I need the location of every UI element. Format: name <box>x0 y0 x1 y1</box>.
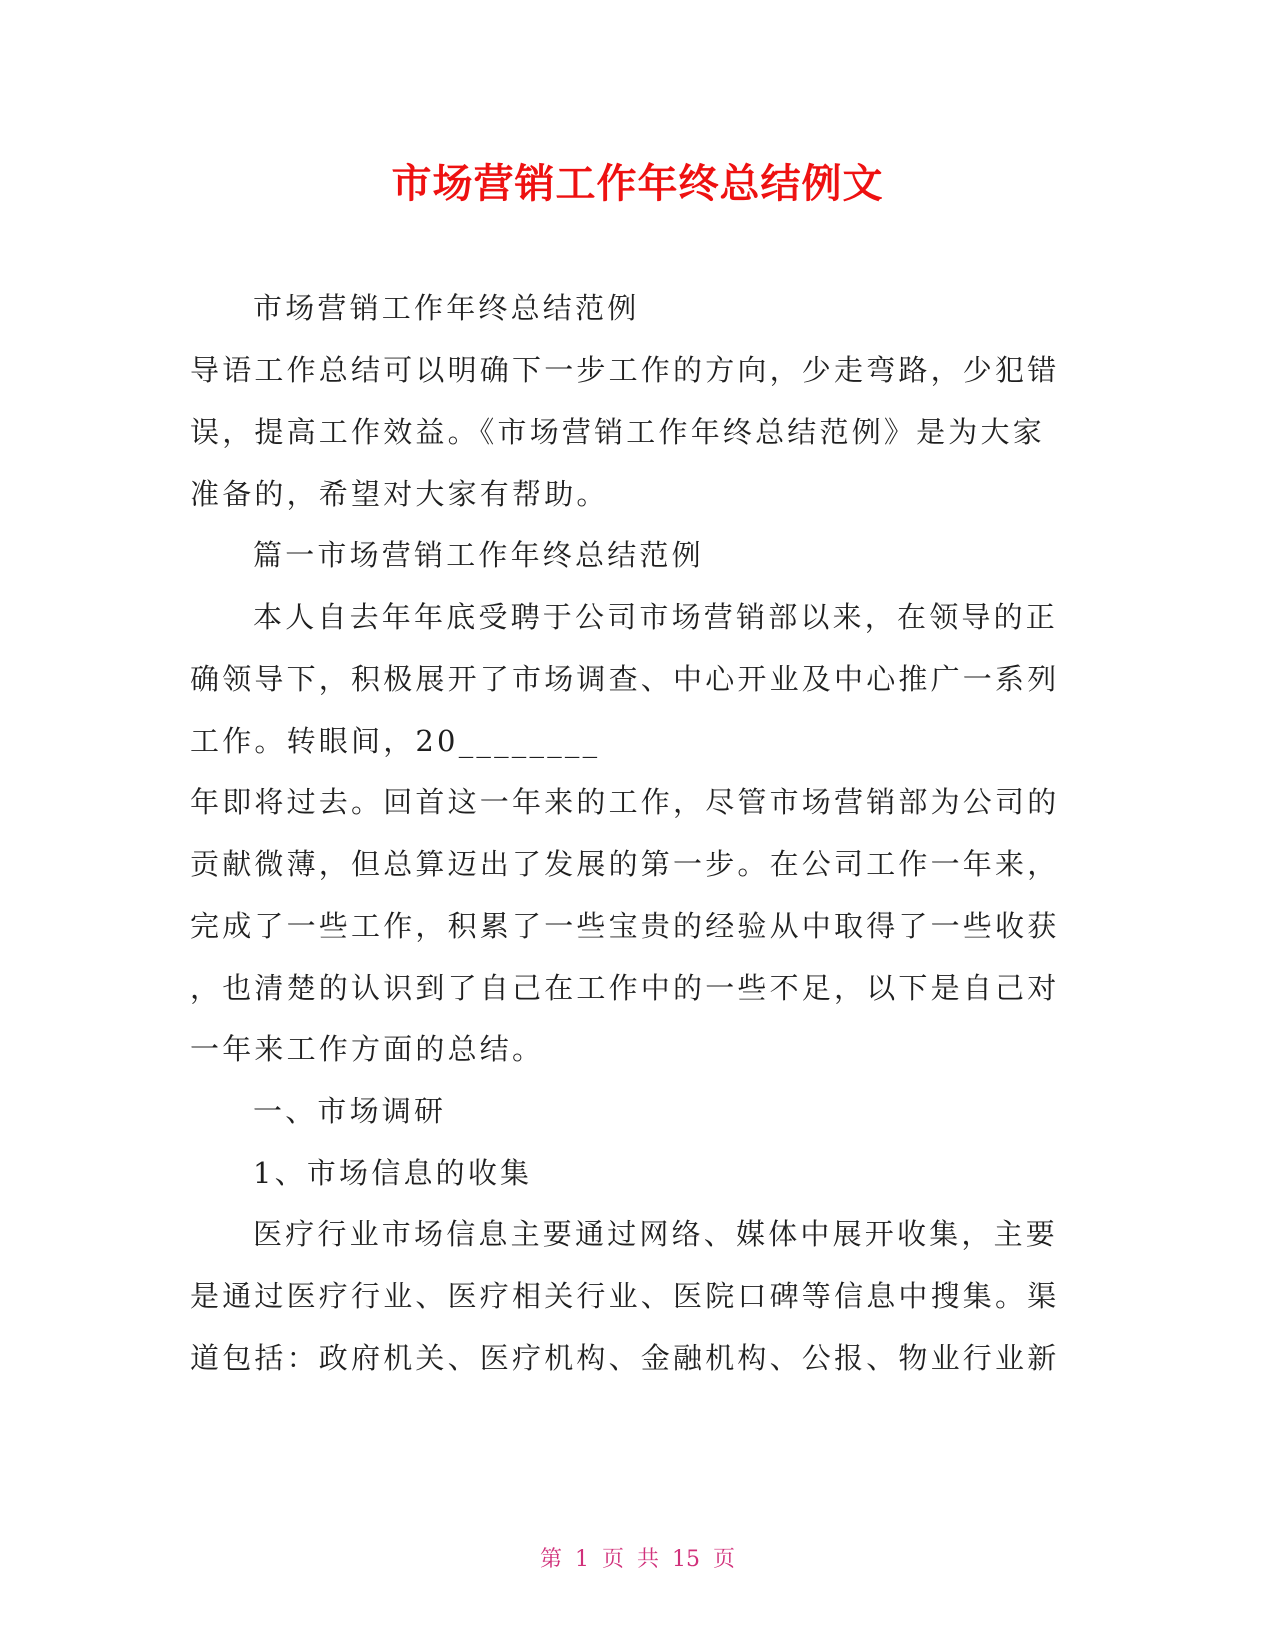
paragraph-line: 确领导下，积极展开了市场调查、中心开业及中心推广一系列 <box>190 662 1060 696</box>
paragraph-line: 误，提高工作效益。《市场营销工作年终总结范例》是为大家 <box>190 415 1045 449</box>
paragraph-line: 完成了一些工作，积累了一些宝贵的经验从中取得了一些收获 <box>190 909 1060 943</box>
paragraph-line: 贡献微薄，但总算迈出了发展的第一步。在公司工作一年来， <box>190 847 1060 881</box>
paragraph-line: 准备的，希望对大家有帮助。 <box>190 477 609 511</box>
subsection-heading: 1、市场信息的收集 <box>253 1156 533 1190</box>
document-title: 市场营销工作年终总结例文 <box>391 161 884 207</box>
paragraph-line: 道包括：政府机关、医疗机构、金融机构、公报、物业行业新 <box>190 1341 1060 1375</box>
page-footer: 第 1 页 共 15 页 <box>540 1547 735 1572</box>
section-heading: 一、市场调研 <box>253 1094 447 1128</box>
paragraph-line: 本人自去年年底受聘于公司市场营销部以来，在领导的正 <box>253 600 1059 634</box>
paragraph-line: 导语工作总结可以明确下一步工作的方向，少走弯路，少犯错 <box>190 353 1060 387</box>
paragraph-line: 是通过医疗行业、医疗相关行业、医院口碑等信息中搜集。渠 <box>190 1279 1060 1313</box>
paragraph-line: 篇一市场营销工作年终总结范例 <box>253 538 704 572</box>
paragraph-line: 年即将过去。回首这一年来的工作，尽管市场营销部为公司的 <box>190 785 1060 819</box>
paragraph-line: ，也清楚的认识到了自己在工作中的一些不足，以下是自己对 <box>190 971 1060 1005</box>
paragraph-line: 一年来工作方面的总结。 <box>190 1032 545 1066</box>
paragraph-line: 工作。转眼间，20________ <box>190 724 601 758</box>
paragraph-line: 医疗行业市场信息主要通过网络、媒体中展开收集，主要 <box>253 1217 1059 1251</box>
paragraph-line: 市场营销工作年终总结范例 <box>253 291 640 325</box>
